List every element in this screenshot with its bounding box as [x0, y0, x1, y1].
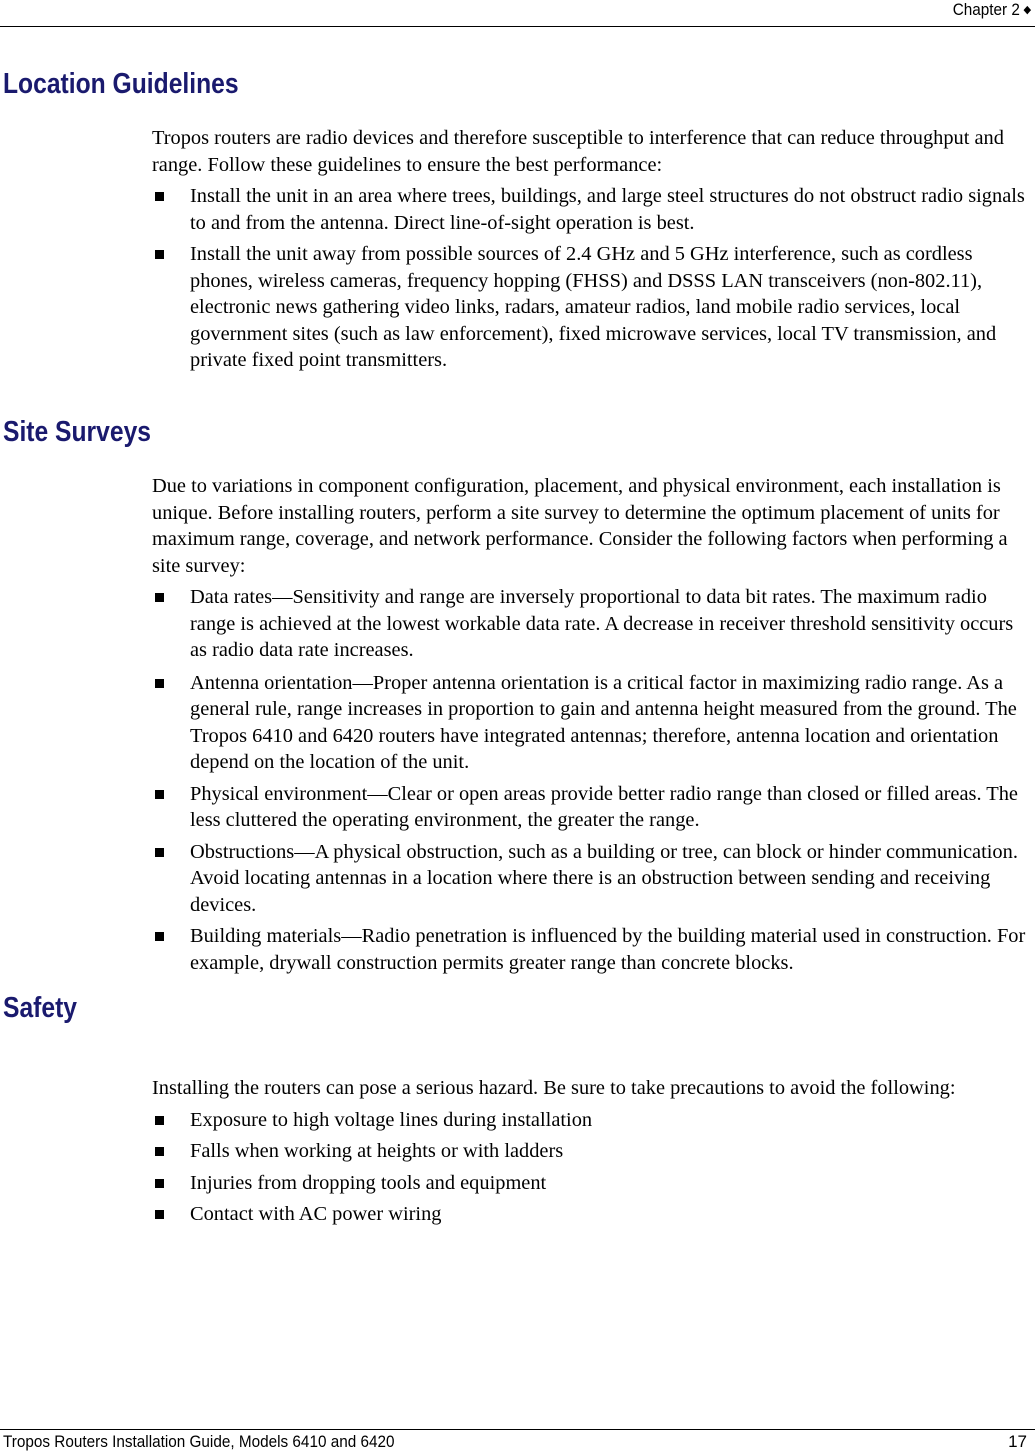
- list-item-text: Install the unit away from possible sources of 2.4 GHz and 5 GHz interference, such as cordless phones, wireless cameras, frequency hopping (FHSS) and DSSS LAN transceivers (non-802.11), electronic news gathering video links, radars, amateur radios, land mobile radio services, local government sites (such as law enforcement), fixed microwave services, local TV transmission, and private fixed point transmitters.: [190, 243, 997, 371]
- square-bullet-icon: [155, 790, 164, 799]
- safety-intro: Installing the routers can pose a serious hazard. Be sure to take precautions to avoid the following:: [152, 1077, 956, 1099]
- list-item-text: Obstructions—A physical obstruction, such as a building or tree, can block or hinder communication. Avoid locating antennas in a location where there is an obstruction between sending and receiving devices.: [190, 840, 1018, 916]
- list-item: [152, 781, 1032, 834]
- list-item-text: Physical environment—Clear or open areas provide better radio range than closed or filled areas. The less cluttered the operating environment, the greater the range.: [190, 782, 1018, 831]
- site-surveys-heading: Site Surveys: [3, 416, 151, 448]
- safety-section: [152, 1075, 1032, 1228]
- list-item-text: Falls when working at heights or with ladders: [190, 1140, 564, 1162]
- square-bullet-icon: [155, 593, 164, 602]
- list-item: [152, 1201, 1032, 1228]
- square-bullet-icon: [155, 1210, 164, 1219]
- page-number: 17: [1008, 1432, 1027, 1451]
- chapter-label: Chapter 2: [952, 0, 1020, 19]
- square-bullet-icon: [155, 1147, 164, 1156]
- square-bullet-icon: [155, 848, 164, 857]
- diamond-icon: ◆: [1023, 4, 1031, 16]
- location-intro: Tropos routers are radio devices and therefore susceptible to interference that can reduce throughput and range. Follow these guidelines to ensure the best performance:: [152, 127, 1004, 176]
- list-item-text: Data rates—Sensitivity and range are inversely proportional to data bit rates. The maximum radio range is achieved at the lowest workable data rate. A decrease in receiver threshold sensitivity occurs as radio data rate increases.: [190, 586, 1014, 661]
- running-header: [953, 0, 1031, 20]
- list-item: [152, 670, 1032, 776]
- square-bullet-icon: [155, 932, 164, 941]
- list-item-text: Injuries from dropping tools and equipment: [190, 1171, 547, 1194]
- document-title: Tropos Routers Installation Guide, Models 6410 and 6420: [3, 1432, 395, 1451]
- list-item: [152, 923, 1032, 976]
- location-guidelines-section: [152, 125, 1032, 374]
- list-item: [152, 1107, 1032, 1134]
- square-bullet-icon: [155, 1116, 164, 1125]
- list-item: [152, 839, 1032, 919]
- square-bullet-icon: [155, 1179, 164, 1188]
- list-item: [152, 241, 1032, 374]
- list-item-text: Install the unit in an area where trees, buildings, and large steel structures do not obstruct radio signals to and from the antenna. Direct line-of-sight operation is best.: [190, 185, 1025, 234]
- site-bullet-list: [152, 584, 1032, 976]
- site-intro: Due to variations in component configuration, placement, and physical environment, each installation is unique. Before installing routers, perform a site survey to determine the optimum placement of units for maximum range, coverage, and network performance. Consider the following factors when performing a site survey:: [152, 475, 1008, 577]
- site-surveys-section: [152, 473, 1032, 976]
- list-item: [152, 1170, 1032, 1197]
- safety-heading: Safety: [3, 992, 77, 1024]
- location-guidelines-heading: Location Guidelines: [3, 68, 239, 100]
- list-item: [152, 584, 1032, 664]
- list-item-text: Building materials—Radio penetration is influenced by the building material used in construction. For example, drywall construction permits greater range than concrete blocks.: [190, 925, 1026, 974]
- list-item: [152, 183, 1032, 236]
- location-bullet-list: [152, 183, 1032, 374]
- list-item-text: Antenna orientation—Proper antenna orientation is a critical factor in maximizing radio range. As a general rule, range increases in proportion to gain and antenna height measured from the ground. The Tropos 6410 and 6420 routers have integrated antennas; therefore, antenna location and orientation depend on the location of the unit.: [190, 671, 1017, 773]
- square-bullet-icon: [155, 679, 164, 688]
- list-item: [152, 1138, 1032, 1165]
- square-bullet-icon: [155, 192, 164, 201]
- square-bullet-icon: [155, 250, 164, 259]
- list-item-text: Exposure to high voltage lines during installation: [190, 1108, 593, 1131]
- page-header: [0, 0, 1035, 27]
- page-footer: [0, 1429, 1035, 1455]
- safety-bullet-list: [152, 1107, 1032, 1228]
- list-item-text: Contact with AC power wiring: [190, 1203, 442, 1225]
